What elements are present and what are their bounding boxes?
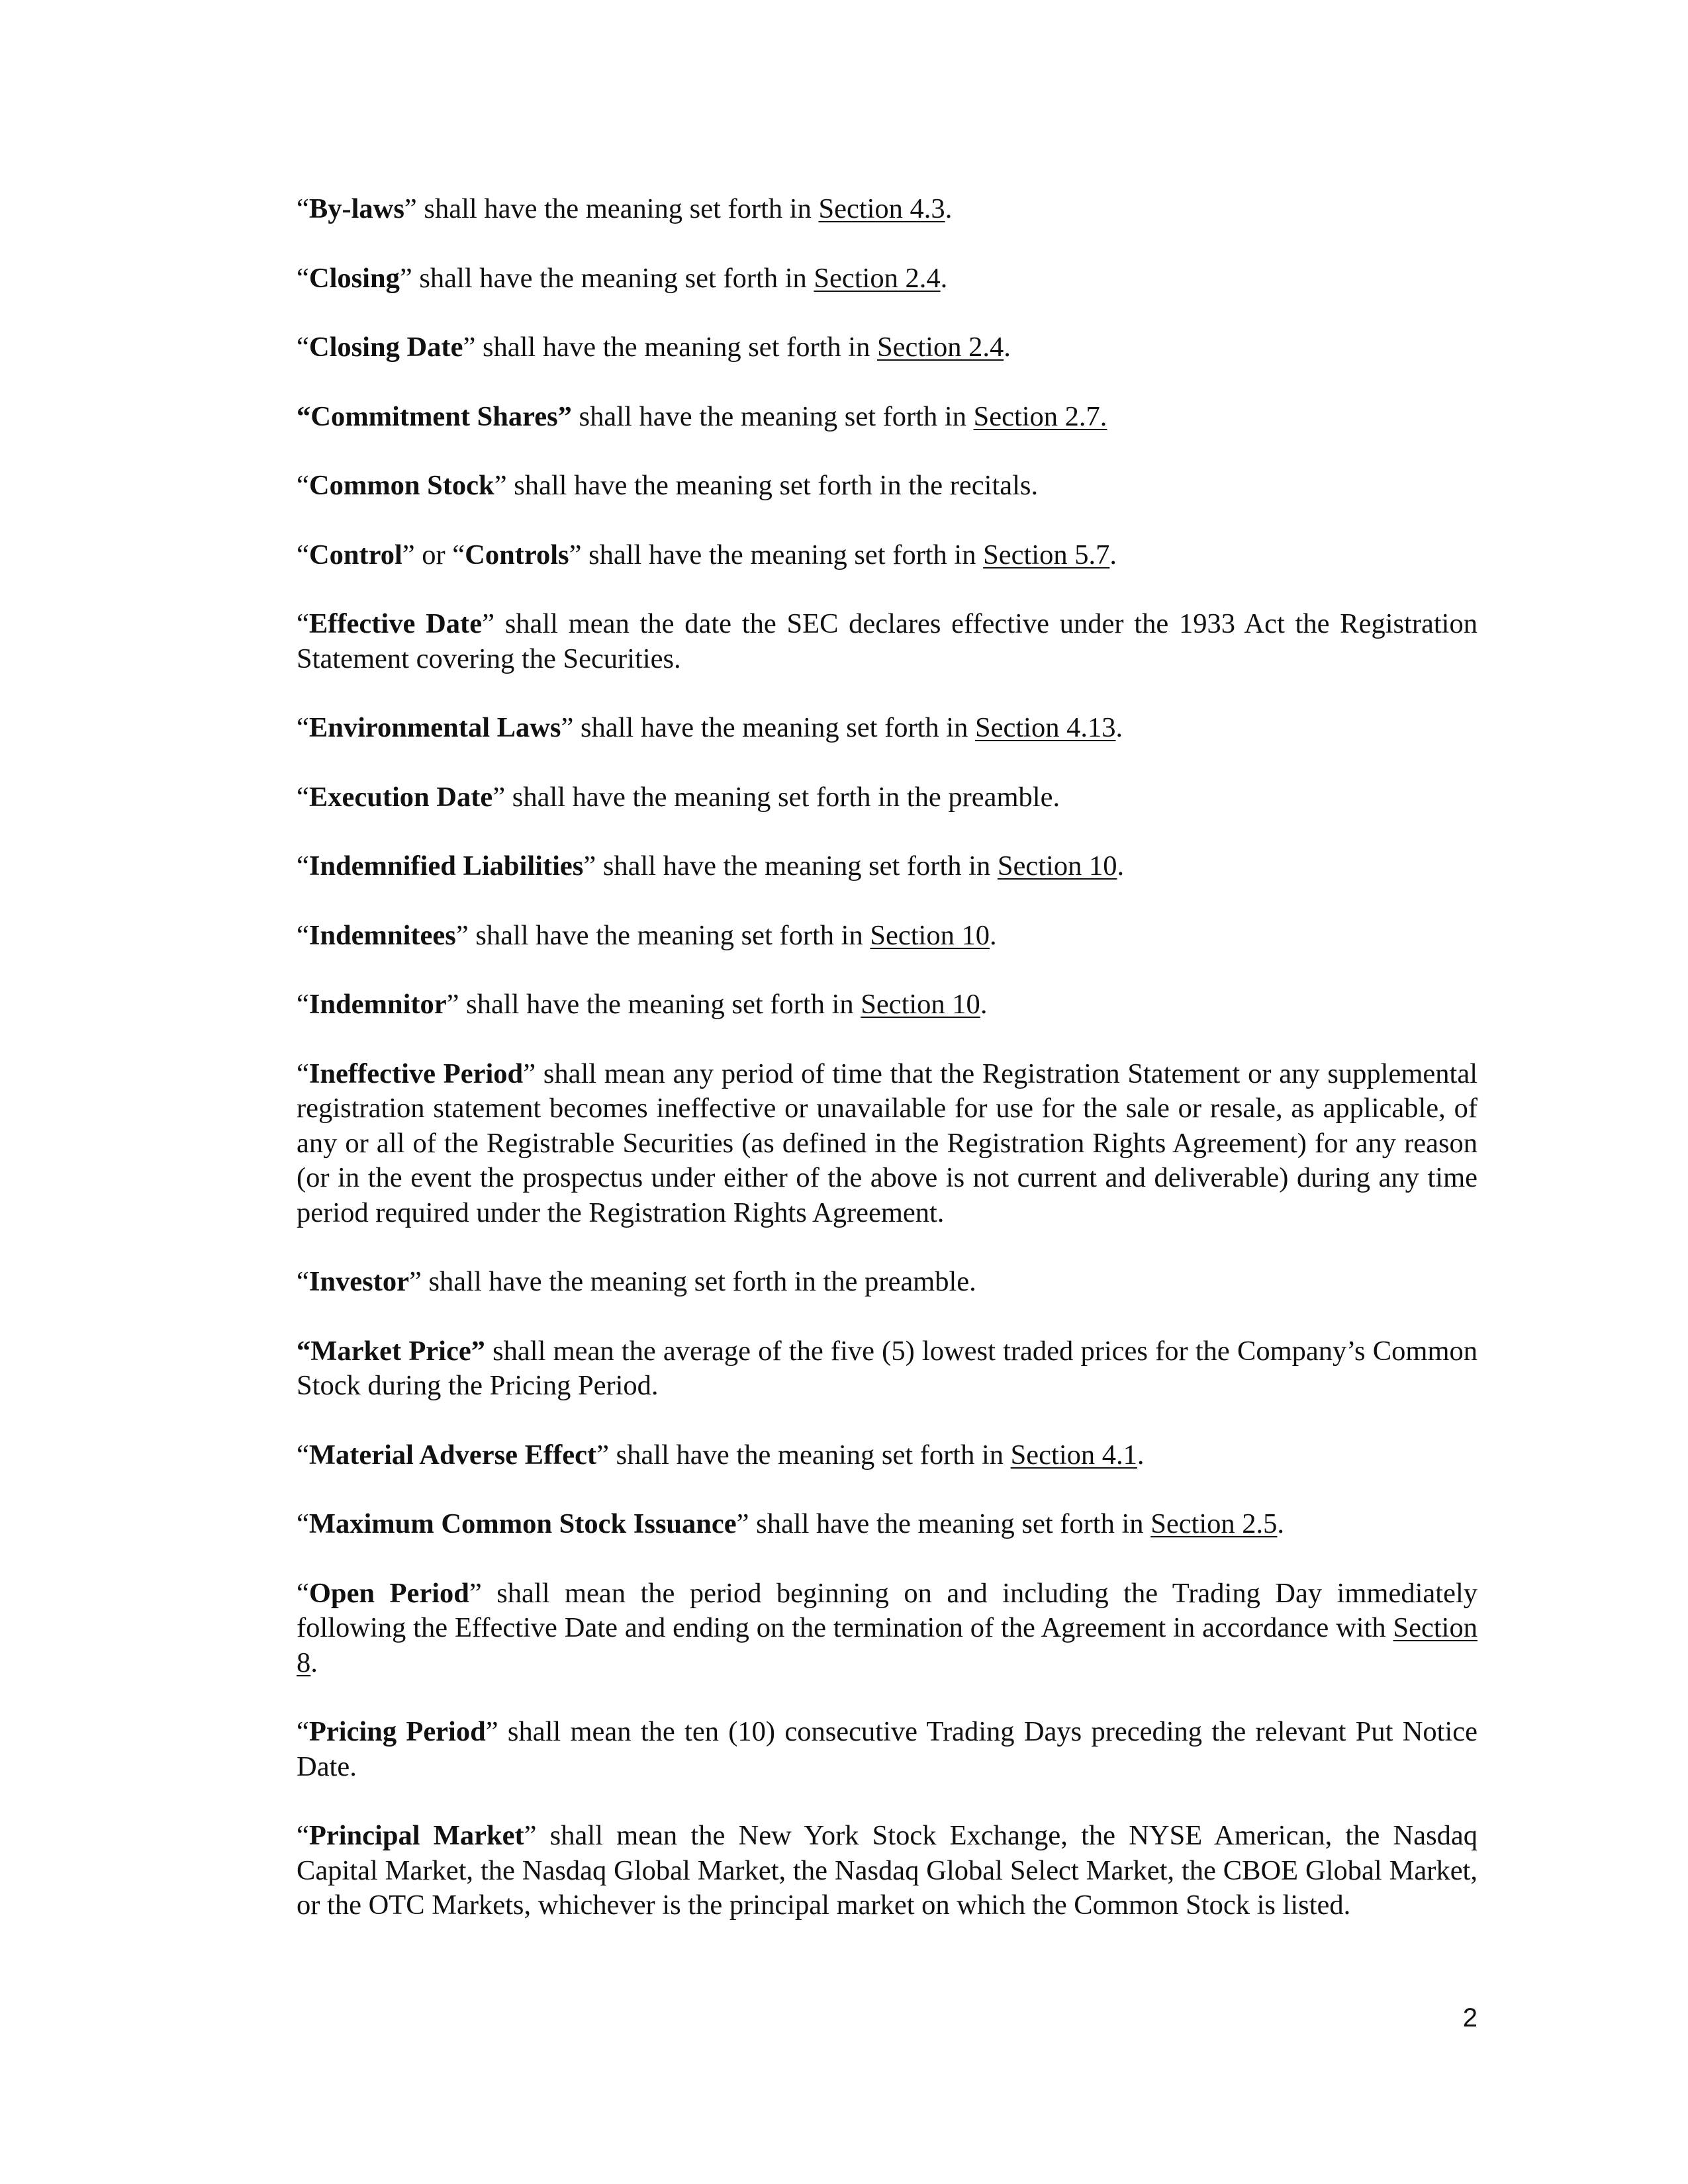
- open-quote: “: [297, 1439, 309, 1471]
- section-reference: Section 10: [870, 919, 990, 951]
- definition-text: shall have the meaning set forth in the preamble.: [505, 781, 1060, 813]
- definition-indemnitor: [297, 987, 1477, 1023]
- definition-tail: .: [1115, 712, 1123, 743]
- definition-closing-date: [297, 330, 1477, 365]
- definition-tail: .: [1277, 1508, 1285, 1539]
- close-quote: ”: [524, 1820, 537, 1851]
- definition-tail: .: [980, 989, 988, 1020]
- definition-indemnified-liabilities: [297, 849, 1477, 884]
- defined-term: Maximum Common Stock Issuance: [308, 1508, 737, 1539]
- defined-term: “Commitment Shares”: [297, 400, 572, 432]
- definition-tail: .: [940, 262, 948, 294]
- definition-text: shall mean the period beginning on and including the Trading Day immediately following the Effective Date and ending on the termination of the Agreement in accordance with: [297, 1577, 1477, 1643]
- close-quote: ”: [408, 1266, 422, 1297]
- open-quote: “: [297, 781, 309, 813]
- open-quote: “: [297, 1577, 309, 1609]
- defined-term: Common Stock: [308, 470, 494, 501]
- close-quote: ”: [399, 262, 412, 294]
- definition-text: shall have the meaning set forth in: [416, 193, 819, 224]
- section-reference: Section 10: [861, 989, 980, 1020]
- close-quote: ”: [469, 1577, 482, 1609]
- definition-text: shall have the meaning set forth in: [468, 919, 870, 951]
- definition-closing: [297, 261, 1477, 296]
- definition-effective-date: [297, 607, 1477, 676]
- defined-term: Pricing Period: [308, 1716, 486, 1747]
- definition-tail: .: [310, 1647, 318, 1678]
- section-reference: Section 2.7.: [973, 400, 1107, 432]
- definition-text: shall have the meaning set forth in: [412, 262, 814, 294]
- definition-text: shall have the meaning set forth in: [573, 712, 975, 743]
- defined-term: Investor: [308, 1266, 409, 1297]
- defined-term-alternate: Controls: [465, 539, 569, 570]
- definition-text: shall mean the ten (10) consecutive Trading Days preceding the relevant Put Notice Date.: [297, 1716, 1477, 1782]
- defined-term: Control: [308, 539, 402, 570]
- definition-text: shall have the meaning set forth in: [609, 1439, 1011, 1471]
- definition-text: shall have the meaning set forth in: [475, 332, 877, 363]
- definition-material-adverse-effect: [297, 1438, 1477, 1473]
- defined-term: Principal Market: [308, 1820, 524, 1851]
- definition-environmental-laws: [297, 711, 1477, 746]
- definition-text: shall have the meaning set forth in: [581, 539, 984, 570]
- definition-by-laws: [297, 192, 1477, 227]
- defined-term: Closing: [308, 262, 400, 294]
- defined-term: Environmental Laws: [308, 712, 561, 743]
- defined-term: “Market Price”: [297, 1335, 485, 1367]
- defined-term: Indemnified Liabilities: [308, 850, 584, 882]
- definition-text: shall mean the average of the five (5) lowest traded prices for the Company’s Common Stock during the Pricing Period.: [297, 1335, 1477, 1401]
- definition-text: shall have the meaning set forth in: [596, 850, 998, 882]
- close-quote: ”: [482, 608, 494, 639]
- close-quote: ”: [583, 850, 596, 882]
- defined-term: By-laws: [308, 193, 404, 224]
- definition-execution-date: [297, 780, 1477, 815]
- close-quote: ”: [569, 539, 582, 570]
- open-quote: “: [297, 850, 309, 882]
- definition-text: shall have the meaning set forth in: [571, 400, 974, 432]
- open-quote: “: [297, 193, 309, 224]
- defined-term: Closing Date: [308, 332, 463, 363]
- close-quote: ”: [523, 1058, 536, 1089]
- defined-term: Indemnitor: [308, 989, 447, 1020]
- close-quote: ”: [492, 781, 506, 813]
- open-quote: “: [297, 539, 309, 570]
- close-quote: ”: [463, 332, 476, 363]
- definition-text: shall have the meaning set forth in the preamble.: [421, 1266, 976, 1297]
- definition-open-period: [297, 1576, 1477, 1681]
- definition-text: shall mean any period of time that the Registration Statement or any supplemental registration statement becomes ineffective or unavailable for use for the sale or resale, as applicable, of any or all of the Registrable Securities (as defined in the Registration Rights Agreement) for any reason (or in the event the prospectus under either of the above is not current and deliverable) during any time period required under the Registration Rights Agreement.: [297, 1058, 1478, 1228]
- defined-term: Open Period: [308, 1577, 469, 1609]
- defined-term: Indemnitees: [308, 919, 456, 951]
- definition-common-stock: [297, 469, 1477, 504]
- open-quote: “: [297, 608, 309, 639]
- open-quote: “: [297, 332, 309, 363]
- section-reference: Section 10: [997, 850, 1117, 882]
- section-reference: Section 4.13: [975, 712, 1116, 743]
- definition-tail: .: [1109, 539, 1117, 570]
- close-quote: ”: [596, 1439, 610, 1471]
- page-number: 2: [1462, 2003, 1477, 2032]
- defined-term: Material Adverse Effect: [308, 1439, 597, 1471]
- definition-text: shall have the meaning set forth in: [749, 1508, 1151, 1539]
- open-quote: “: [297, 712, 309, 743]
- open-quote: “: [297, 989, 309, 1020]
- open-quote: “: [297, 1266, 309, 1297]
- open-quote: “: [297, 262, 309, 294]
- section-reference: Section 5.7: [983, 539, 1110, 570]
- close-quote: ”: [485, 1716, 498, 1747]
- section-reference: Section 4.3: [818, 193, 945, 224]
- definition-text: shall have the meaning set forth in: [459, 989, 861, 1020]
- close-quote: ”: [404, 193, 417, 224]
- close-quote: ”: [561, 712, 574, 743]
- close-quote: ”: [494, 470, 507, 501]
- definition-text: shall have the meaning set forth in the recitals.: [506, 470, 1039, 501]
- close-quote: ”: [455, 919, 469, 951]
- section-reference: Section 4.1: [1010, 1439, 1137, 1471]
- open-quote: “: [297, 1820, 309, 1851]
- definition-tail: .: [1137, 1439, 1145, 1471]
- open-quote: “: [297, 919, 309, 951]
- definition-control: [297, 538, 1477, 573]
- open-quote: “: [297, 1058, 309, 1089]
- definition-text: shall mean the date the SEC declares effective under the 1933 Act the Registration Statement covering the Securities.: [297, 608, 1477, 674]
- definition-tail: .: [1004, 332, 1011, 363]
- definition-maximum-common-stock-issuance: [297, 1507, 1477, 1542]
- section-reference: Section 8: [297, 1612, 1477, 1678]
- section-reference: Section 2.4: [876, 332, 1004, 363]
- section-reference: Section 2.4: [814, 262, 941, 294]
- definitions-list: [297, 192, 1477, 1923]
- definition-ineffective-period: [297, 1057, 1477, 1231]
- definition-indemnitees: [297, 919, 1477, 954]
- section-reference: Section 2.5: [1150, 1508, 1278, 1539]
- definition-tail: .: [945, 193, 953, 224]
- definition-tail: .: [1117, 850, 1125, 882]
- definition-market-price: [297, 1334, 1477, 1404]
- open-quote: “: [297, 1508, 309, 1539]
- quote-connector: ” or “: [402, 539, 465, 570]
- definition-principal-market: [297, 1819, 1477, 1923]
- open-quote: “: [297, 470, 309, 501]
- close-quote: ”: [736, 1508, 749, 1539]
- close-quote: ”: [446, 989, 459, 1020]
- defined-term: Effective Date: [308, 608, 483, 639]
- definition-investor: [297, 1265, 1477, 1300]
- defined-term: Execution Date: [308, 781, 493, 813]
- open-quote: “: [297, 1716, 309, 1747]
- definition-pricing-period: [297, 1715, 1477, 1784]
- definition-commitment-shares: [297, 400, 1477, 435]
- definition-text: shall mean the New York Stock Exchange, the NYSE American, the Nasdaq Capital Market, the Nasdaq Global Market, the Nasdaq Global Select Market, the CBOE Global Market, or the OTC Markets, whichever is the principal market on which the Common Stock is listed.: [297, 1820, 1477, 1921]
- definition-tail: .: [989, 919, 997, 951]
- defined-term: Ineffective Period: [308, 1058, 524, 1089]
